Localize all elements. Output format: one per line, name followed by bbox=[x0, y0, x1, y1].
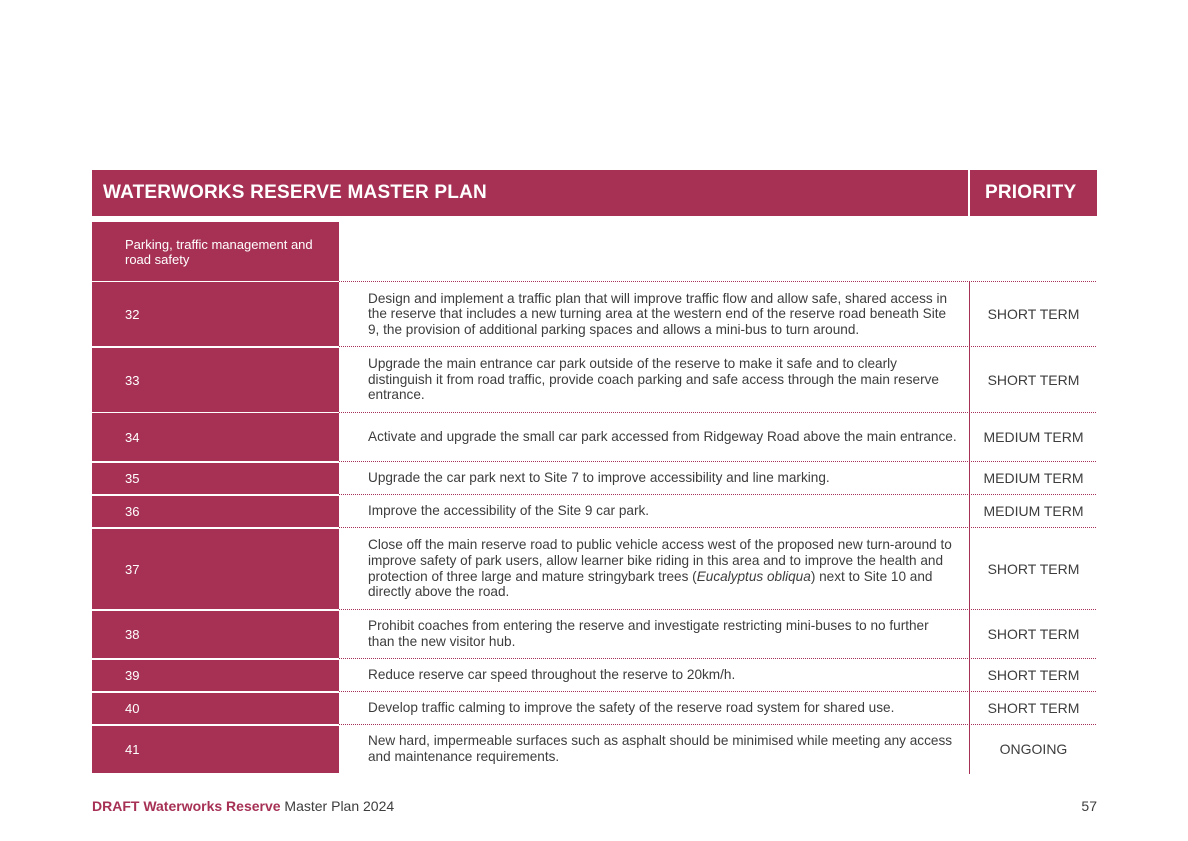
row-number: 41 bbox=[92, 726, 339, 773]
row-description-text: ) next to Site 10 and directly above the road. bbox=[368, 568, 933, 600]
priority-column-header: PRIORITY bbox=[970, 170, 1097, 216]
table-row bbox=[339, 282, 1097, 346]
row-number: 37 bbox=[92, 529, 339, 609]
row-description: Reduce reserve car speed throughout the reserve to 20km/h. bbox=[368, 667, 736, 683]
row-description: Improve the accessibility of the Site 9 car park. bbox=[368, 503, 650, 519]
row-description: Develop traffic calming to improve the safety of the reserve road system for shared use. bbox=[368, 700, 895, 716]
row-number: 32 bbox=[92, 282, 339, 346]
row-priority: SHORT TERM bbox=[987, 560, 1080, 577]
row-priority: SHORT TERM bbox=[987, 371, 1080, 388]
footer-brand: DRAFT Waterworks Reserve bbox=[92, 798, 281, 814]
row-priority: SHORT TERM bbox=[987, 667, 1080, 683]
row-description: Activate and upgrade the small car park accessed from Ridgeway Road above the main entrance. bbox=[368, 429, 957, 445]
row-number: 33 bbox=[92, 348, 339, 412]
table-row bbox=[339, 528, 1097, 609]
priority-column-divider bbox=[969, 281, 970, 774]
row-number: 39 bbox=[92, 660, 339, 691]
table-row bbox=[339, 725, 1097, 773]
row-number: 36 bbox=[92, 496, 339, 527]
species-name: Eucalyptus obliqua bbox=[696, 568, 811, 584]
row-priority: MEDIUM TERM bbox=[983, 429, 1084, 445]
row-priority: SHORT TERM bbox=[987, 306, 1080, 322]
section-label: Parking, traffic management and road safety bbox=[92, 222, 339, 281]
row-number: 38 bbox=[92, 611, 339, 658]
row-priority: SHORT TERM bbox=[987, 700, 1080, 716]
table-row bbox=[339, 495, 1097, 527]
row-number: 34 bbox=[92, 413, 339, 461]
row-description: Design and implement a traffic plan that will improve traffic flow and allow safe, shared access in the reserve that includes a new turning area at the western end of the reserve road beneath Site 9, the provision of additional parking spaces and allows a mini-bus to turn around. bbox=[368, 290, 948, 337]
footer bbox=[92, 798, 394, 814]
row-description: Upgrade the car park next to Site 7 to improve accessibility and line marking. bbox=[368, 470, 830, 486]
table-row bbox=[339, 347, 1097, 412]
row-description: Upgrade the main entrance car park outside of the reserve to make it safe and to clearly distinguish it from road traffic, provide coach parking and safe access through the main reserve entrance. bbox=[368, 356, 939, 403]
table-title: WATERWORKS RESERVE MASTER PLAN bbox=[92, 170, 968, 216]
footer-title: Master Plan 2024 bbox=[280, 798, 395, 814]
row-priority: MEDIUM TERM bbox=[983, 470, 1084, 486]
table-row bbox=[339, 692, 1097, 724]
table-row bbox=[339, 610, 1097, 658]
row-description bbox=[368, 528, 958, 609]
row-priority: MEDIUM TERM bbox=[983, 503, 1084, 519]
row-description: Prohibit coaches from entering the reserve and investigate restricting mini-buses to no further than the new visitor hub. bbox=[368, 618, 929, 649]
page-number: 57 bbox=[1081, 798, 1097, 814]
row-number: 35 bbox=[92, 463, 339, 494]
table-row bbox=[339, 413, 1097, 461]
table-row bbox=[339, 659, 1097, 691]
row-priority: SHORT TERM bbox=[987, 626, 1080, 642]
row-priority: ONGOING bbox=[999, 741, 1068, 757]
table-row bbox=[339, 462, 1097, 494]
row-number: 40 bbox=[92, 693, 339, 724]
row-description-text: Close off the main reserve road to public vehicle access west of the proposed new turn-around to improve safety of park users, allow learner bike riding in this area and to improve the health and protection of three large and mature stringybark trees ( bbox=[368, 537, 952, 584]
row-description: New hard, impermeable surfaces such as asphalt should be minimised while meeting any access and maintenance requirements. bbox=[368, 733, 953, 764]
